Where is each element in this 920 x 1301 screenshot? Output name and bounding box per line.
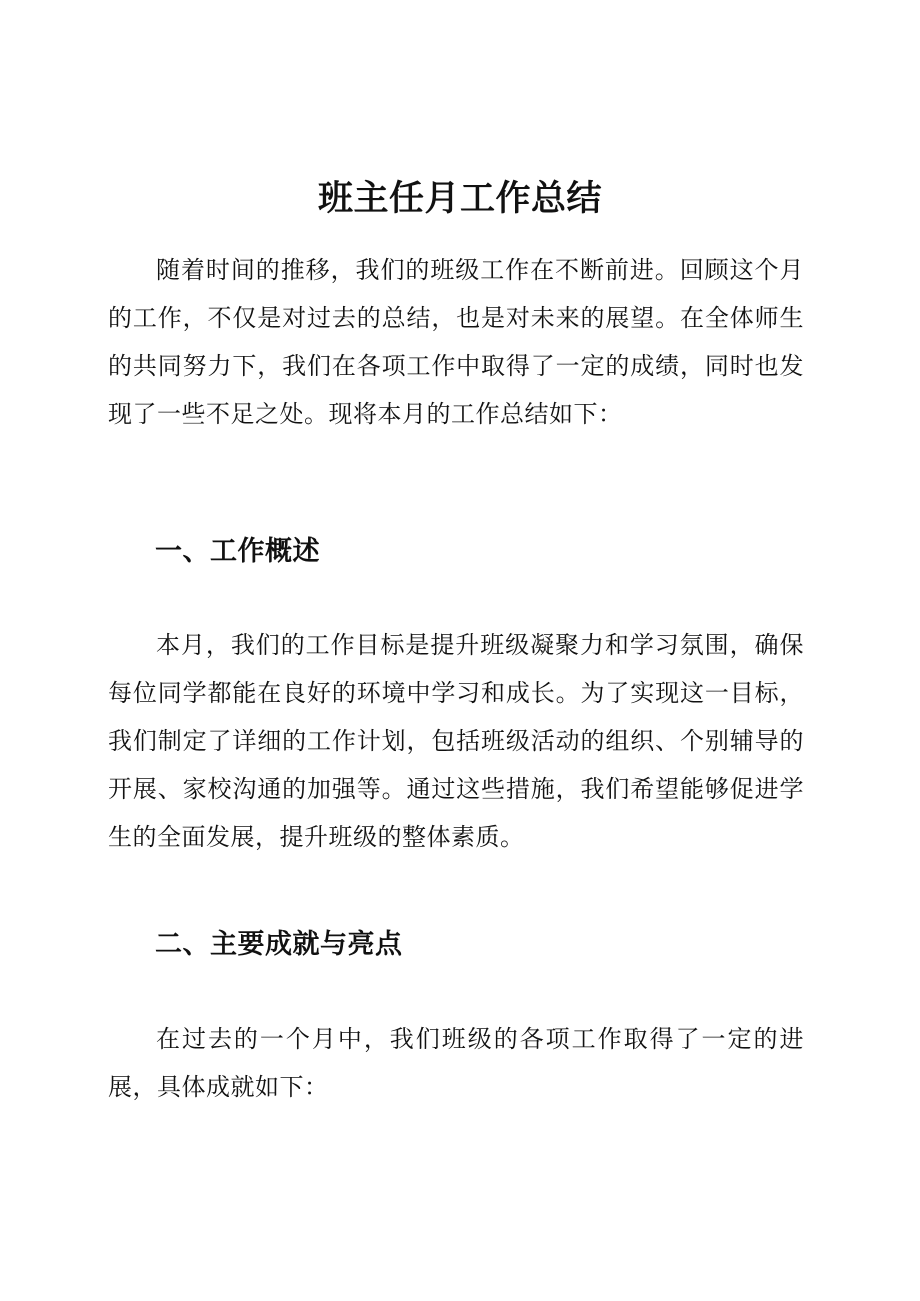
section-paragraph-overview: 本月，我们的工作目标是提升班级凝聚力和学习氛围，确保每位同学都能在良好的环境中学习和成长。为了实现这一目标，我们制定了详细的工作计划，包括班级活动的组织、个别辅导的开展、家校沟通的加强等。通过这些措施，我们希望能够促进学生的全面发展，提升班级的整体素质。 [108, 631, 804, 851]
intro-paragraph: 随着时间的推移，我们的班级工作在不断前进。回顾这个月的工作，不仅是对过去的总结，也是对未来的展望。在全体师生的共同努力下，我们在各项工作中取得了一定的成绩，同时也发现了一些不足之处。现将本月的工作总结如下： [108, 256, 804, 428]
section-heading-overview: 一、工作概述 [155, 536, 320, 567]
section-heading-achievements: 二、主要成就与亮点 [155, 929, 403, 960]
section-paragraph-achievements: 在过去的一个月中，我们班级的各项工作取得了一定的进展，具体成就如下： [108, 1025, 804, 1101]
document-title: 班主任月工作总结 [317, 179, 602, 219]
